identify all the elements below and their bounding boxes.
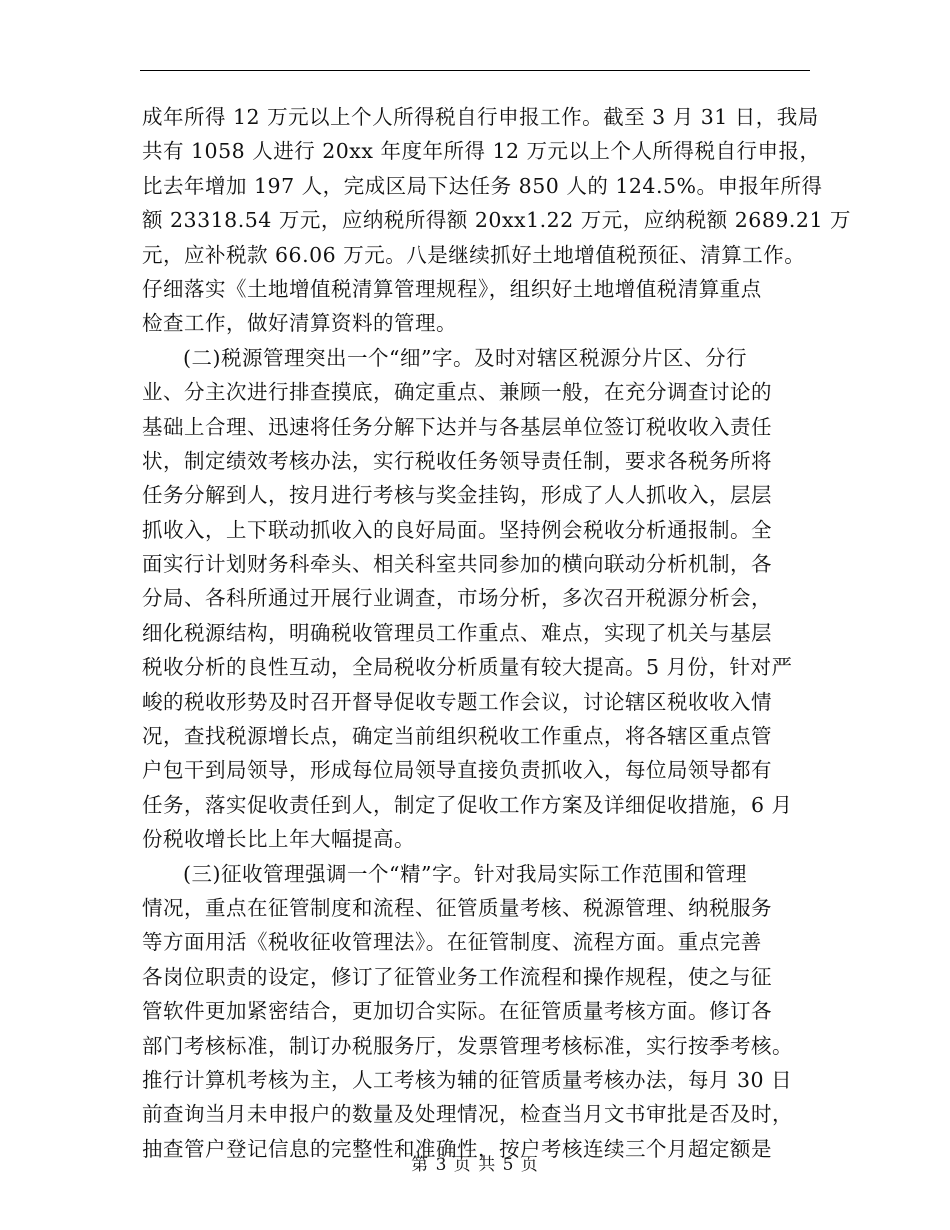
document-body (142, 100, 852, 1166)
text-line: 元，应补税款 66.06 万元。八是继续抓好土地增值税预征、清算工作。 (142, 242, 806, 267)
text-line: 分局、各科所通过开展行业调查，市场分析，多次召开税源分析会， (142, 586, 772, 611)
text-line: 情况，重点在征管制度和流程、征管质量考核、税源管理、纳税服务 (142, 895, 772, 920)
text-line: 前查询当月未申报户的数量及处理情况，检查当月文书审批是否及时， (142, 1102, 793, 1127)
text-line: 任务分解到人，按月进行考核与奖金挂钩，形成了人人抓收入，层层 (142, 483, 772, 508)
text-line: 税收分析的良性互动，全局税收分析质量有较大提高。5 月份，针对严 (142, 655, 793, 680)
text-line: 共有 1058 人进行 20xx 年度年所得 12 万元以上个人所得税自行申报， (142, 139, 821, 164)
text-line: 比去年增加 197 人，完成区局下达任务 850 人的 124.5%。申报年所得 (142, 173, 823, 198)
text-line: 等方面用活《税收征收管理法》。在征管制度、流程方面。重点完善 (142, 930, 762, 955)
text-line: 成年所得 12 万元以上个人所得税自行申报工作。截至 3 月 31 日，我局 (142, 105, 819, 129)
text-line: 部门考核标准，制订办税服务厅，发票管理考核标准，实行按季考核。 (142, 1033, 793, 1058)
paragraph-heading-line: (二)税源管理突出一个“细”字。及时对辖区税源分片区、分行 (183, 345, 747, 370)
text-line: 抓收入，上下联动抓收入的良好局面。坚持例会税收分析通报制。全 (142, 517, 772, 542)
text-line: 各岗位职责的设定，修订了征管业务工作流程和操作规程，使之与征 (142, 964, 772, 989)
text-line: 管软件更加紧密结合，更加切合实际。在征管质量考核方面。修订各 (142, 999, 772, 1024)
text-line: 状，制定绩效考核办法，实行税收任务领导责任制，要求各税务所将 (142, 448, 772, 473)
text-line: 推行计算机考核为主，人工考核为辅的征管质量考核办法，每月 30 日 (142, 1067, 793, 1092)
page-number-footer: 第 3 页 共 5 页 (411, 1155, 539, 1175)
text-line: 基础上合理、迅速将任务分解下达并与各基层单位签订税收收入责任 (142, 414, 772, 439)
text-line: 任务，落实促收责任到人，制定了促收工作方案及详细促收措施，6 月 (142, 792, 793, 817)
header-rule (140, 70, 810, 71)
text-line: 户包干到局领导，形成每位局领导直接负责抓收入，每位局领导都有 (142, 758, 772, 783)
text-line: 检查工作，做好清算资料的管理。 (142, 311, 457, 336)
text-line: 面实行计划财务科牵头、相关科室共同参加的横向联动分析机制，各 (142, 552, 772, 577)
text-line: 业、分主次进行排查摸底，确定重点、兼顾一般，在充分调查讨论的 (142, 380, 772, 405)
text-line: 仔细落实《土地增值税清算管理规程》，组织好土地增值税清算重点 (142, 276, 762, 301)
text-line: 额 23318.54 万元，应纳税所得额 20xx1.22 万元，应纳税额 2689.21 万 (142, 208, 852, 233)
text-line: 况，查找税源增长点，确定当前组织税收工作重点，将各辖区重点管 (142, 724, 772, 749)
text-line: 峻的税收形势及时召开督导促收专题工作会议，讨论辖区税收收入情 (142, 689, 772, 714)
text-line: 抽查管户登记信息的完整性和准确性，按户考核连续三个月超定额是 (142, 1136, 772, 1161)
paragraph-heading-line: (三)征收管理强调一个“精”字。针对我局实际工作范围和管理 (183, 861, 747, 886)
text-line: 细化税源结构，明确税收管理员工作重点、难点，实现了机关与基层 (142, 620, 772, 645)
text-line: 份税收增长比上年大幅提高。 (142, 827, 415, 852)
